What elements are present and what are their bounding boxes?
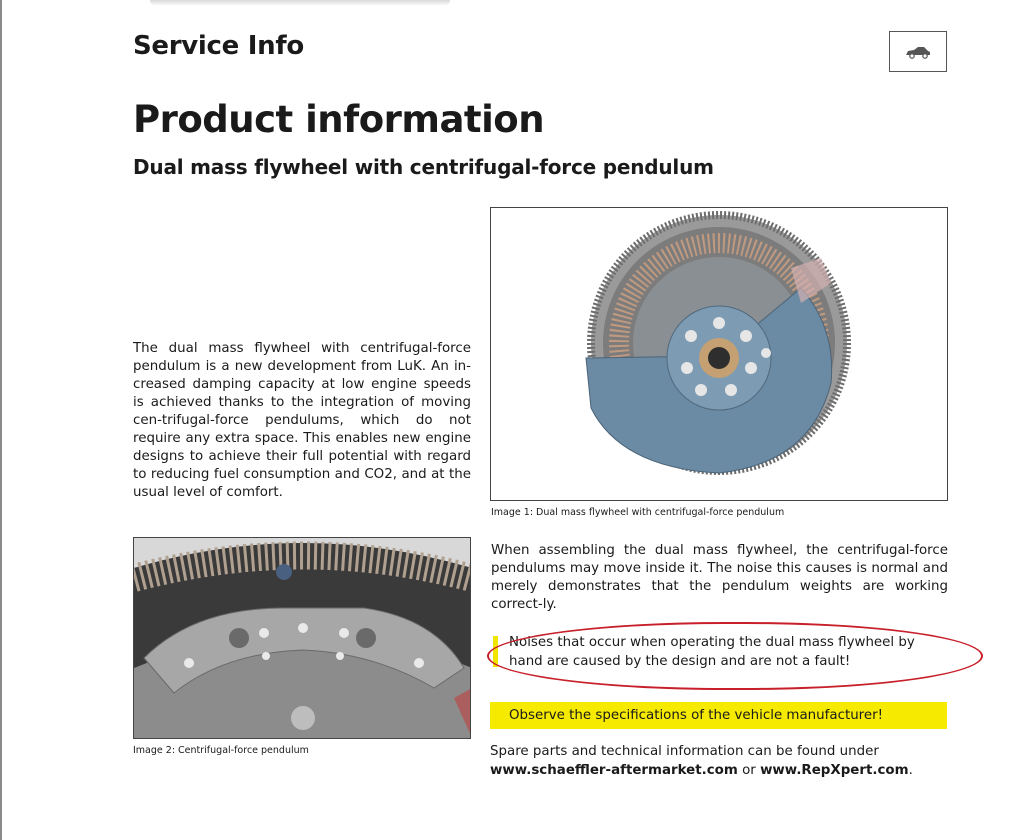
period-text: .	[908, 763, 913, 778]
assembling-paragraph: When assembling the dual mass flywheel, the centrifugal-force pendulums may move inside it. The noise this causes is normal and merely demonstrates that the pendulum weights are working correct-ly.	[491, 543, 948, 612]
intro-paragraph: The dual mass flywheel with centrifugal-force pendulum is a new development from LuK. An in-creased damping capacity at low engine speeds is achieved thanks to the integration of moving cen-trifugal-force pendulums, which do not require any extra space. This enables new engine designs to achieve their full potential with regard to reducing fuel consumption and CO2, and at the usual level of comfort.	[133, 341, 471, 500]
warning-text: Observe the specifications of the vehicle manufacturer!	[509, 708, 884, 723]
page-edge	[0, 0, 2, 840]
flywheel-image	[490, 207, 948, 501]
car-icon	[904, 45, 932, 59]
note-paragraph: Noises that occur when operating the dual mass flywheel by hand are caused by the design and are not a fault!	[509, 635, 915, 669]
scan-smudge	[150, 0, 450, 6]
spare-text: Spare parts and technical information can be found under	[490, 744, 879, 759]
service-info-title: Service Info	[133, 31, 304, 61]
spare-parts-paragraph	[490, 742, 950, 780]
page-subtitle: Dual mass flywheel with centrifugal-force pendulum	[133, 155, 714, 179]
car-icon-box	[889, 31, 947, 72]
annotation-oval	[487, 622, 983, 690]
pendulum-image	[133, 537, 471, 739]
warning-box	[490, 702, 947, 729]
image1-caption: Image 1: Dual mass flywheel with centrifugal-force pendulum	[491, 507, 785, 518]
page-title: Product information	[133, 98, 545, 141]
repxpert-link[interactable]: www.RepXpert.com	[760, 763, 909, 778]
schaeffler-link[interactable]: www.schaeffler-aftermarket.com	[490, 763, 738, 778]
image2-caption: Image 2: Centrifugal-force pendulum	[133, 745, 309, 756]
or-text: or	[737, 763, 761, 778]
